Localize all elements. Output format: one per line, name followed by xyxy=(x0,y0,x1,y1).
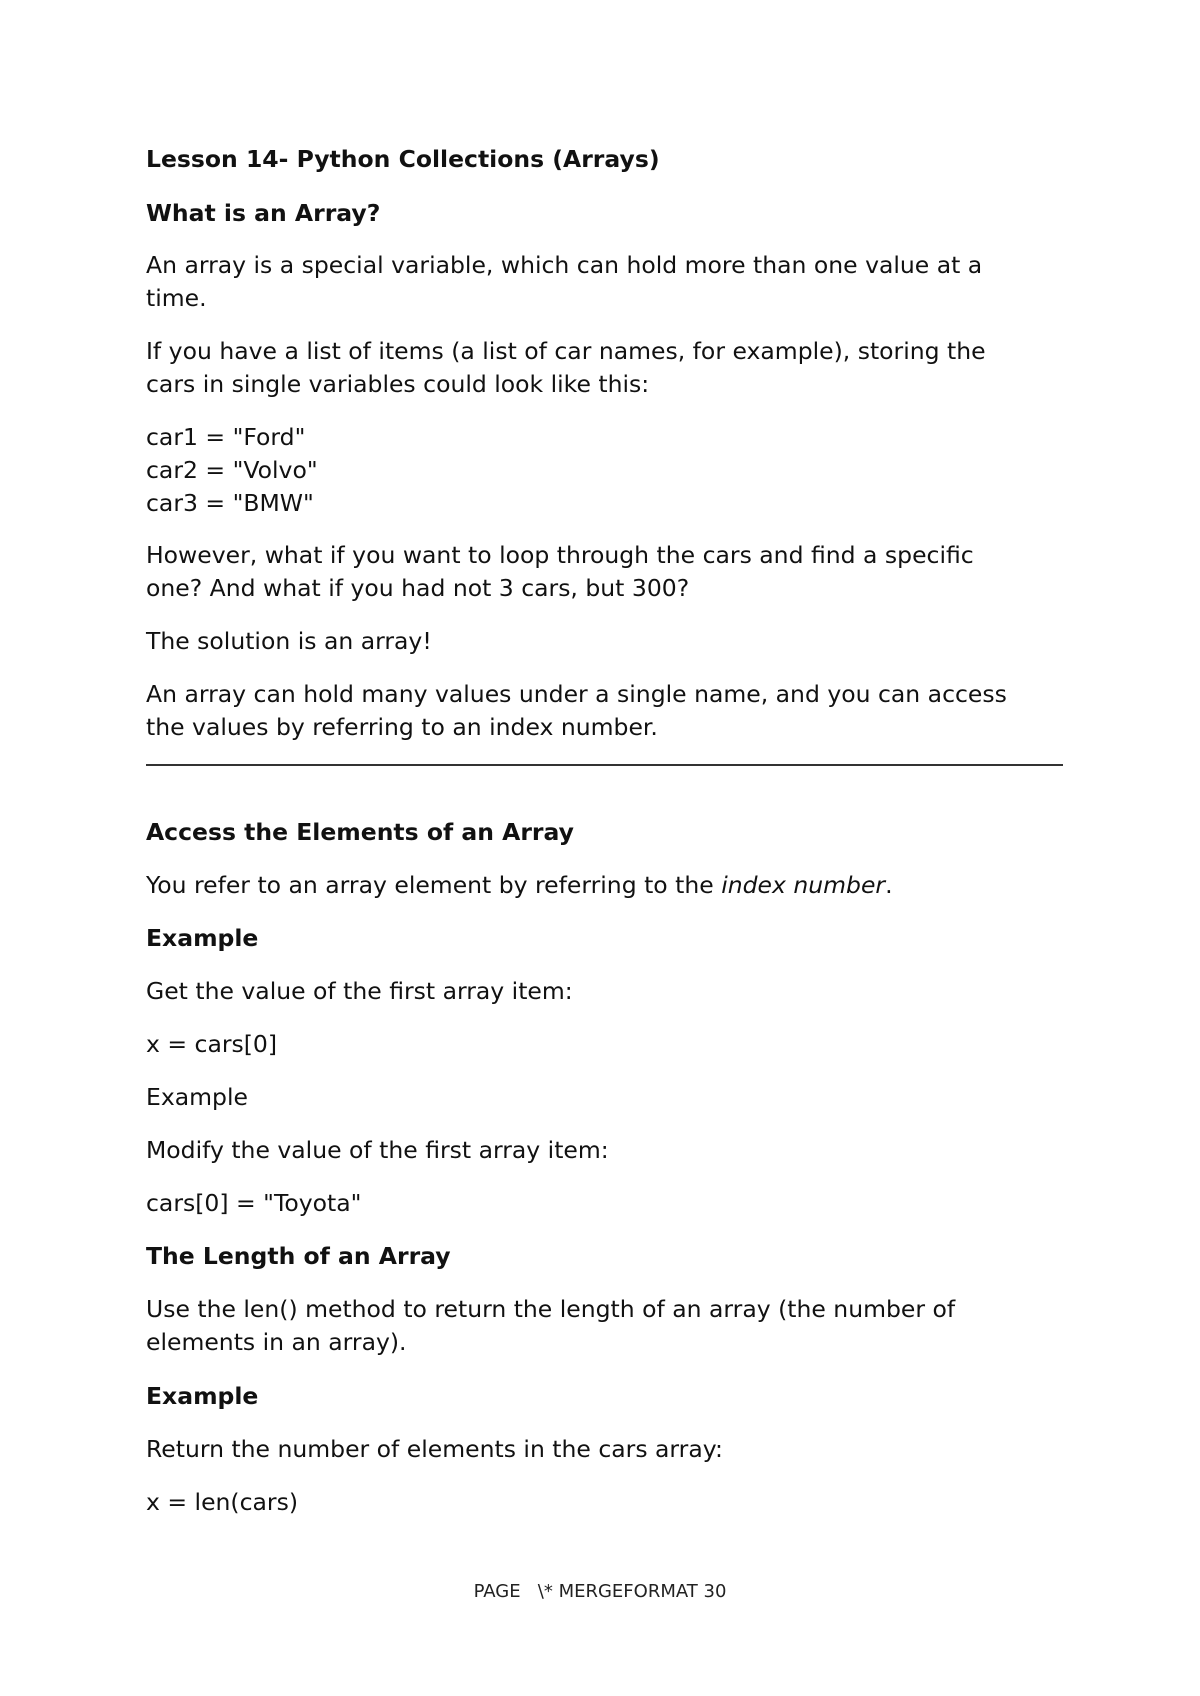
section-heading-length: The Length of an Array xyxy=(146,1242,451,1270)
loop-paragraph: However, what if you want to loop through the cars and find a specific one? And what if you had not 3 cars, but 300? xyxy=(146,541,974,602)
len-method-paragraph: Use the len() method to return the length of an array (the number of elements in an array). xyxy=(146,1295,956,1356)
example-description: Modify the value of the first array item: xyxy=(146,1136,609,1164)
code-line: cars[0] = "Toyota" xyxy=(146,1189,362,1217)
code-block-cars xyxy=(146,421,318,520)
section-heading-access-elements: Access the Elements of an Array xyxy=(146,818,574,846)
index-number-emphasis: index number xyxy=(721,871,886,899)
example-description: Return the number of elements in the cars array: xyxy=(146,1435,723,1463)
intro-paragraph: An array is a special variable, which can hold more than one value at a time. xyxy=(146,251,983,312)
page-footer: PAGE \* MERGEFORMAT 30 xyxy=(473,1581,727,1602)
code-line: x = cars[0] xyxy=(146,1030,278,1058)
section-heading-what-is-array: What is an Array? xyxy=(146,199,381,227)
code-line: x = len(cars) xyxy=(146,1488,298,1516)
list-paragraph: If you have a list of items (a list of car names, for example), storing the cars in single variables could look like this: xyxy=(146,337,986,398)
code-line: car2 = "Volvo" xyxy=(146,456,318,484)
index-number-paragraph: You refer to an array element by referring to the index number. xyxy=(146,871,893,899)
example-description: Get the value of the first array item: xyxy=(146,977,573,1005)
code-line: car3 = "BMW" xyxy=(146,489,314,517)
horizontal-rule xyxy=(146,764,1063,766)
example-heading: Example xyxy=(146,1382,259,1410)
example-heading: Example xyxy=(146,924,259,952)
array-definition-paragraph: An array can hold many values under a single name, and you can access the values by referring to an index number. xyxy=(146,680,1007,741)
solution-text: The solution is an array! xyxy=(146,627,432,655)
code-line: car1 = "Ford" xyxy=(146,423,306,451)
example-heading-plain: Example xyxy=(146,1083,248,1111)
lesson-title: Lesson 14- Python Collections (Arrays) xyxy=(146,145,660,173)
